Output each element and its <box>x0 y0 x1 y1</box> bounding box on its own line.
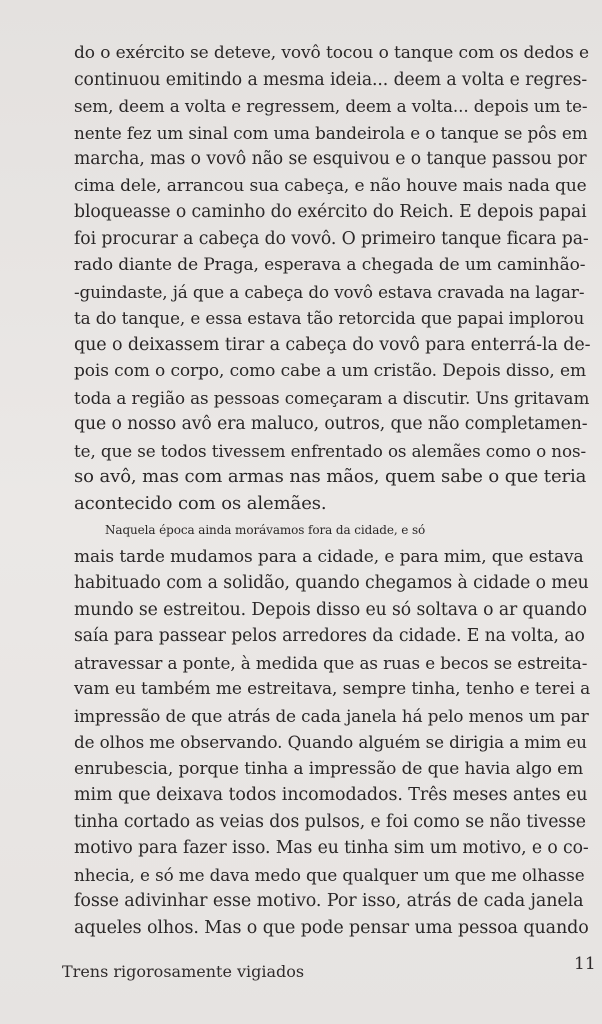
page-number: 11 <box>574 954 596 974</box>
text-line: mais tarde mudamos para a cidade, e para mim, que estava <box>74 546 584 567</box>
text-line: mundo se estreitou. Depois disso eu só soltava o ar quando <box>74 599 587 620</box>
text-line: atravessar a ponte, à medida que as ruas e becos se estreita- <box>74 652 588 673</box>
text-line: ta do tanque, e essa estava tão retorcida que papai implorou <box>74 308 585 328</box>
text-line: que o nosso avô era maluco, outros, que não completamen- <box>74 414 588 434</box>
text-line: -guindaste, já que a cabeça do vovô estava cravada na lagar- <box>74 281 585 302</box>
text-line: continuou emitindo a mesma ideia... deem a volta e regres- <box>74 69 588 90</box>
running-footer-title: Trens rigorosamente vigiados <box>62 962 305 981</box>
text-line: foi procurar a cabeça do vovô. O primeiro tanque ficara pa- <box>74 228 589 249</box>
text-line: nente fez um sinal com uma bandeirola e o tanque se pôs em <box>74 122 588 143</box>
text-line: marcha, mas o vovô não se esquivou e o tanque passou por <box>74 149 587 169</box>
text-line: fosse adivinhar esse motivo. Por isso, atrás de cada janela <box>74 891 584 911</box>
text-line: que o deixassem tirar a cabeça do vovô para enterrá-la de- <box>74 334 591 355</box>
text-line: bloqueasse o caminho do exército do Reich. E depois papai <box>74 202 587 222</box>
text-line: motivo para fazer isso. Mas eu tinha sim um motivo, e o co- <box>74 838 589 858</box>
text-line: de olhos me observando. Quando alguém se dirigia a mim eu <box>74 732 587 752</box>
text-line: tinha cortado as veias dos pulsos, e foi como se não tivesse <box>74 811 586 832</box>
text-line: so avô, mas com armas nas mãos, quem sabe o que teria <box>74 466 587 487</box>
text-line: acontecido com os alemães. <box>74 492 327 514</box>
text-line: rado diante de Praga, esperava a chegada de um caminhão- <box>74 255 586 275</box>
text-line: mim que deixava todos incomodados. Três meses antes eu <box>74 785 588 805</box>
text-line: impressão de que atrás de cada janela há pelo menos um par <box>74 705 589 726</box>
text-line: saía para passear pelos arredores da cidade. E na volta, ao <box>74 626 585 646</box>
text-line: do o exército se deteve, vovô tocou o tanque com os dedos e <box>74 43 590 63</box>
body-text <box>74 40 590 941</box>
text-line: nhecia, e só me dava medo que qualquer um que me olhasse <box>74 864 585 885</box>
text-line: enrubescia, porque tinha a impressão de que havia algo em <box>74 758 584 779</box>
text-line: sem, deem a volta e regressem, deem a volta... depois um te- <box>74 96 588 116</box>
text-line: vam eu também me estreitava, sempre tinha, tenho e terei a <box>74 679 591 699</box>
text-line: cima dele, arrancou sua cabeça, e não houve mais nada que <box>74 175 587 196</box>
paragraph-first-line: Naquela época ainda morávamos fora da cidade, e só <box>105 523 426 537</box>
text-line: te, que se todos tivessem enfrentado os alemães como o nos- <box>74 440 587 461</box>
text-line: habituado com a solidão, quando chegamos à cidade o meu <box>74 573 589 593</box>
text-line: toda a região as pessoas começaram a discutir. Uns gritavam <box>74 387 590 408</box>
text-line: aqueles olhos. Mas o que pode pensar uma pessoa quando <box>74 917 589 938</box>
text-line: pois com o corpo, como cabe a um cristão. Depois disso, em <box>74 361 587 381</box>
